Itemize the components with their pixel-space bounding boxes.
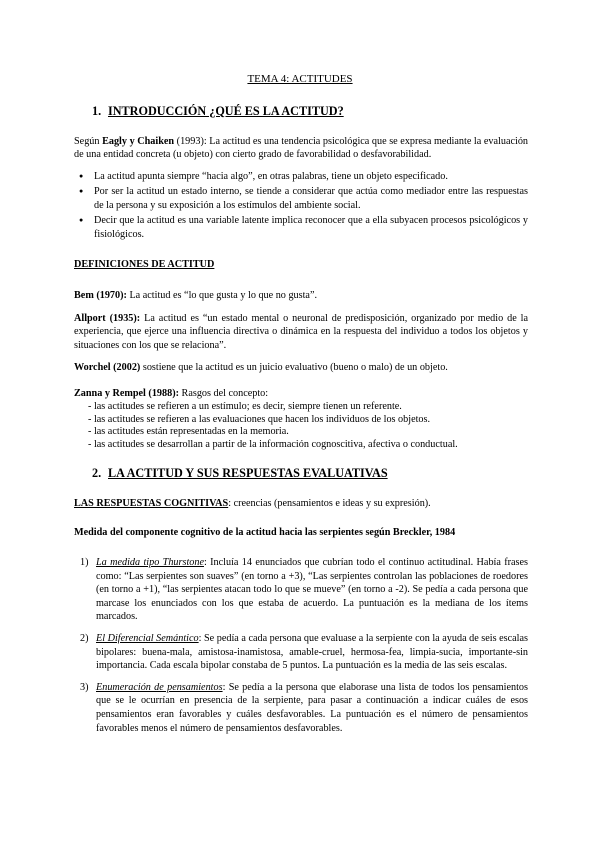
list-item: 2) El Diferencial Semántico: Se pedía a cada persona que evaluase a la serpiente con la ayuda de seis escalas bipolares: buena-mala, amistosa-inamistosa, amable-cruel, hermosa-fea, limpia-sucia, importante-sin importancia. Cada escala bipolar constaba de 5 puntos. La puntuación es la media de las seis escalas. (80, 632, 528, 672)
list-item: 1) La medida tipo Thurstone: Incluía 14 enunciados que cubrían todo el continuo actitudinal. Había frases como: “Las serpientes son suaves” (en torno a +3), “Las serpientes controlan las poblaciones de roedores (en torno a +1), “las serpientes atacan todo lo que se mueve” (en torno a -2). Se pedía a cada persona que marcase los enunciados con los que estaba de acuerdo. La puntuación es la mediana de los ítems marcados. (80, 557, 528, 623)
intro-bullet-list (74, 170, 528, 243)
definition-bem: Bem (1970): La actitud es “lo que gusta y lo que no gusta”. (74, 290, 318, 301)
definition-worchel: Worchel (2002) sostiene que la actitud es un juicio evaluativo (bueno o malo) de un objeto. (74, 362, 448, 373)
list-item: - las actitudes se refieren a las evaluaciones que hacen los individuos de los objetos. (88, 413, 431, 425)
cognitive-responses: LAS RESPUESTAS COGNITIVAS: creencias (pensamientos e ideas y su expresión). (74, 498, 431, 509)
list-item: 3) Enumeración de pensamientos: Se pedía a la persona que elaborase una lista de todos los pensamientos que se le ocurrían en presencia de la serpiente, para pasar a continuación a indicar cuáles de esos pensamientos eran favorables y cuáles desfavorables. La puntuación es el número de pensamientos favorables menos el número de pensamientos desfavorables. (80, 681, 528, 734)
list-item: - las actitudes se desarrollan a partir de la información cognoscitiva, afectiva o conductual. (88, 438, 458, 450)
page-title: TEMA 4: ACTITUDES (247, 73, 353, 85)
measure-heading: Medida del componente cognitivo de la actitud hacia las serpientes según Breckler, 1984 (74, 527, 456, 538)
list-item: - las actitudes se refieren a un estímulo; es decir, siempre tienen un referente. (88, 401, 402, 412)
list-item: - las actitudes están representadas en la memoria. (88, 426, 289, 438)
definition-zanna: Zanna y Rempel (1988): Rasgos del concepto: (74, 388, 269, 399)
list-item: ● Decir que la actitud es una variable latente implica reconocer que a ella subyacen procesos psicológicos y fisiológicos. (74, 214, 528, 241)
intro-paragraph: Según Eagly y Chaiken (1993): La actitud es una tendencia psicológica que se expresa mediante la evaluación de una entidad concreta (u objeto) con cierto grado de favorabilidad o desfavorabilidad. (74, 136, 529, 161)
definitions-heading: DEFINICIONES DE ACTITUD (74, 259, 215, 270)
definition-allport: Allport (1935): La actitud es “un estado mental o neuronal de predisposición, organizado por medio de la experiencia, que ejerce una influencia directiva o dinámica en la respuesta del individuo a todos los objetos y situaciones con los que se relaciona”. (74, 313, 529, 351)
methods-list (74, 556, 528, 735)
list-item: ● Por ser la actitud un estado interno, se tiende a considerar que actúa como mediador entre las respuestas de la persona y su exposición a los estímulos del ambiente social. (74, 185, 528, 212)
section-1-heading: 1. INTRODUCCIÓN ¿QUÉ ES LA ACTITUD? (92, 104, 344, 118)
zanna-traits-list (74, 401, 528, 451)
section-2-heading: 2. LA ACTITUD Y SUS RESPUESTAS EVALUATIVAS (92, 466, 388, 480)
list-item: ● La actitud apunta siempre “hacia algo”, en otras palabras, tiene un objeto especificado. (74, 170, 528, 183)
